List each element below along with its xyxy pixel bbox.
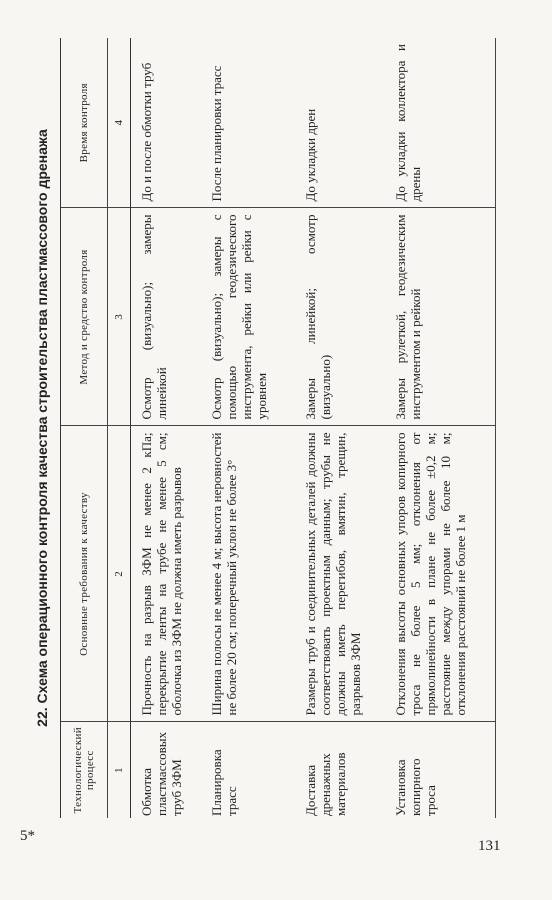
cell-requirements: Размеры труб и соединительных деталей должны соответствовать проектным данным; трубы не должны иметь перегибов, вмятин, трещин, разрывов ЗФМ <box>295 426 385 722</box>
cell-time: До укладки дрен <box>295 38 385 208</box>
table-row <box>295 38 385 818</box>
rotated-table-block <box>28 38 508 818</box>
column-number: 2 <box>108 426 131 722</box>
cell-requirements: Прочность на разрыв ЗФМ не менее 2 кПа; перекрытие ленты на трубе не менее 5 см; оболочка из ЗФМ не должна иметь разрывов <box>131 426 202 722</box>
column-header-method: Метод и средство контроля <box>61 208 108 426</box>
cell-time: До и после обмотки труб <box>131 38 202 208</box>
cell-method: Осмотр (визуально); замеры линейкой <box>131 208 202 426</box>
column-header-time: Время контроля <box>61 38 108 208</box>
column-number: 4 <box>108 38 131 208</box>
table-row <box>201 38 295 818</box>
cell-process: Обмотка пластмассовых труб ЗФМ <box>139 732 184 816</box>
cell-requirements: Отклонения высоты основных упоров копирного троса не более 5 мм; отклонения от прямолинейности в плане не более ±0,2 м; расстояние между упорами не более 10 м; отклонения расстояний не более 1 м <box>385 426 496 722</box>
printer-signature-mark: 5* <box>20 828 35 844</box>
cell-process: Планировка трасс <box>209 749 239 816</box>
column-number: 3 <box>108 208 131 426</box>
column-header-requirements: Основные требования к качеству <box>61 426 108 722</box>
column-header-process: Технологический процесс <box>61 722 108 818</box>
cell-time: До укладки коллектора и дрены <box>385 38 496 208</box>
quality-control-table <box>60 38 496 818</box>
table-row <box>131 38 202 818</box>
cell-requirements: Ширина полосы не менее 4 м; высота неровностей не более 20 см; поперечный уклон не более 3° <box>201 426 295 722</box>
cell-process: Установка копирного троса <box>385 722 496 818</box>
table-row <box>385 38 496 818</box>
cell-process: Доставка дренажных материалов <box>303 752 348 816</box>
cell-time: После планировки трасс <box>201 38 295 208</box>
cell-method: Осмотр (визуально); замеры с помощью геодезического инструмента, рейки или рейки с уровнем <box>201 208 295 426</box>
table-title: 22. Схема операционного контроля качества строительства пластмассового дренажа <box>34 129 50 727</box>
cell-method: Замеры рулеткой, геодезическим инструментом и рейкой <box>385 208 496 426</box>
page-number: 131 <box>478 838 501 854</box>
cell-method: Замеры линейкой; осмотр (визуально) <box>295 208 385 426</box>
column-number: 1 <box>108 722 131 818</box>
